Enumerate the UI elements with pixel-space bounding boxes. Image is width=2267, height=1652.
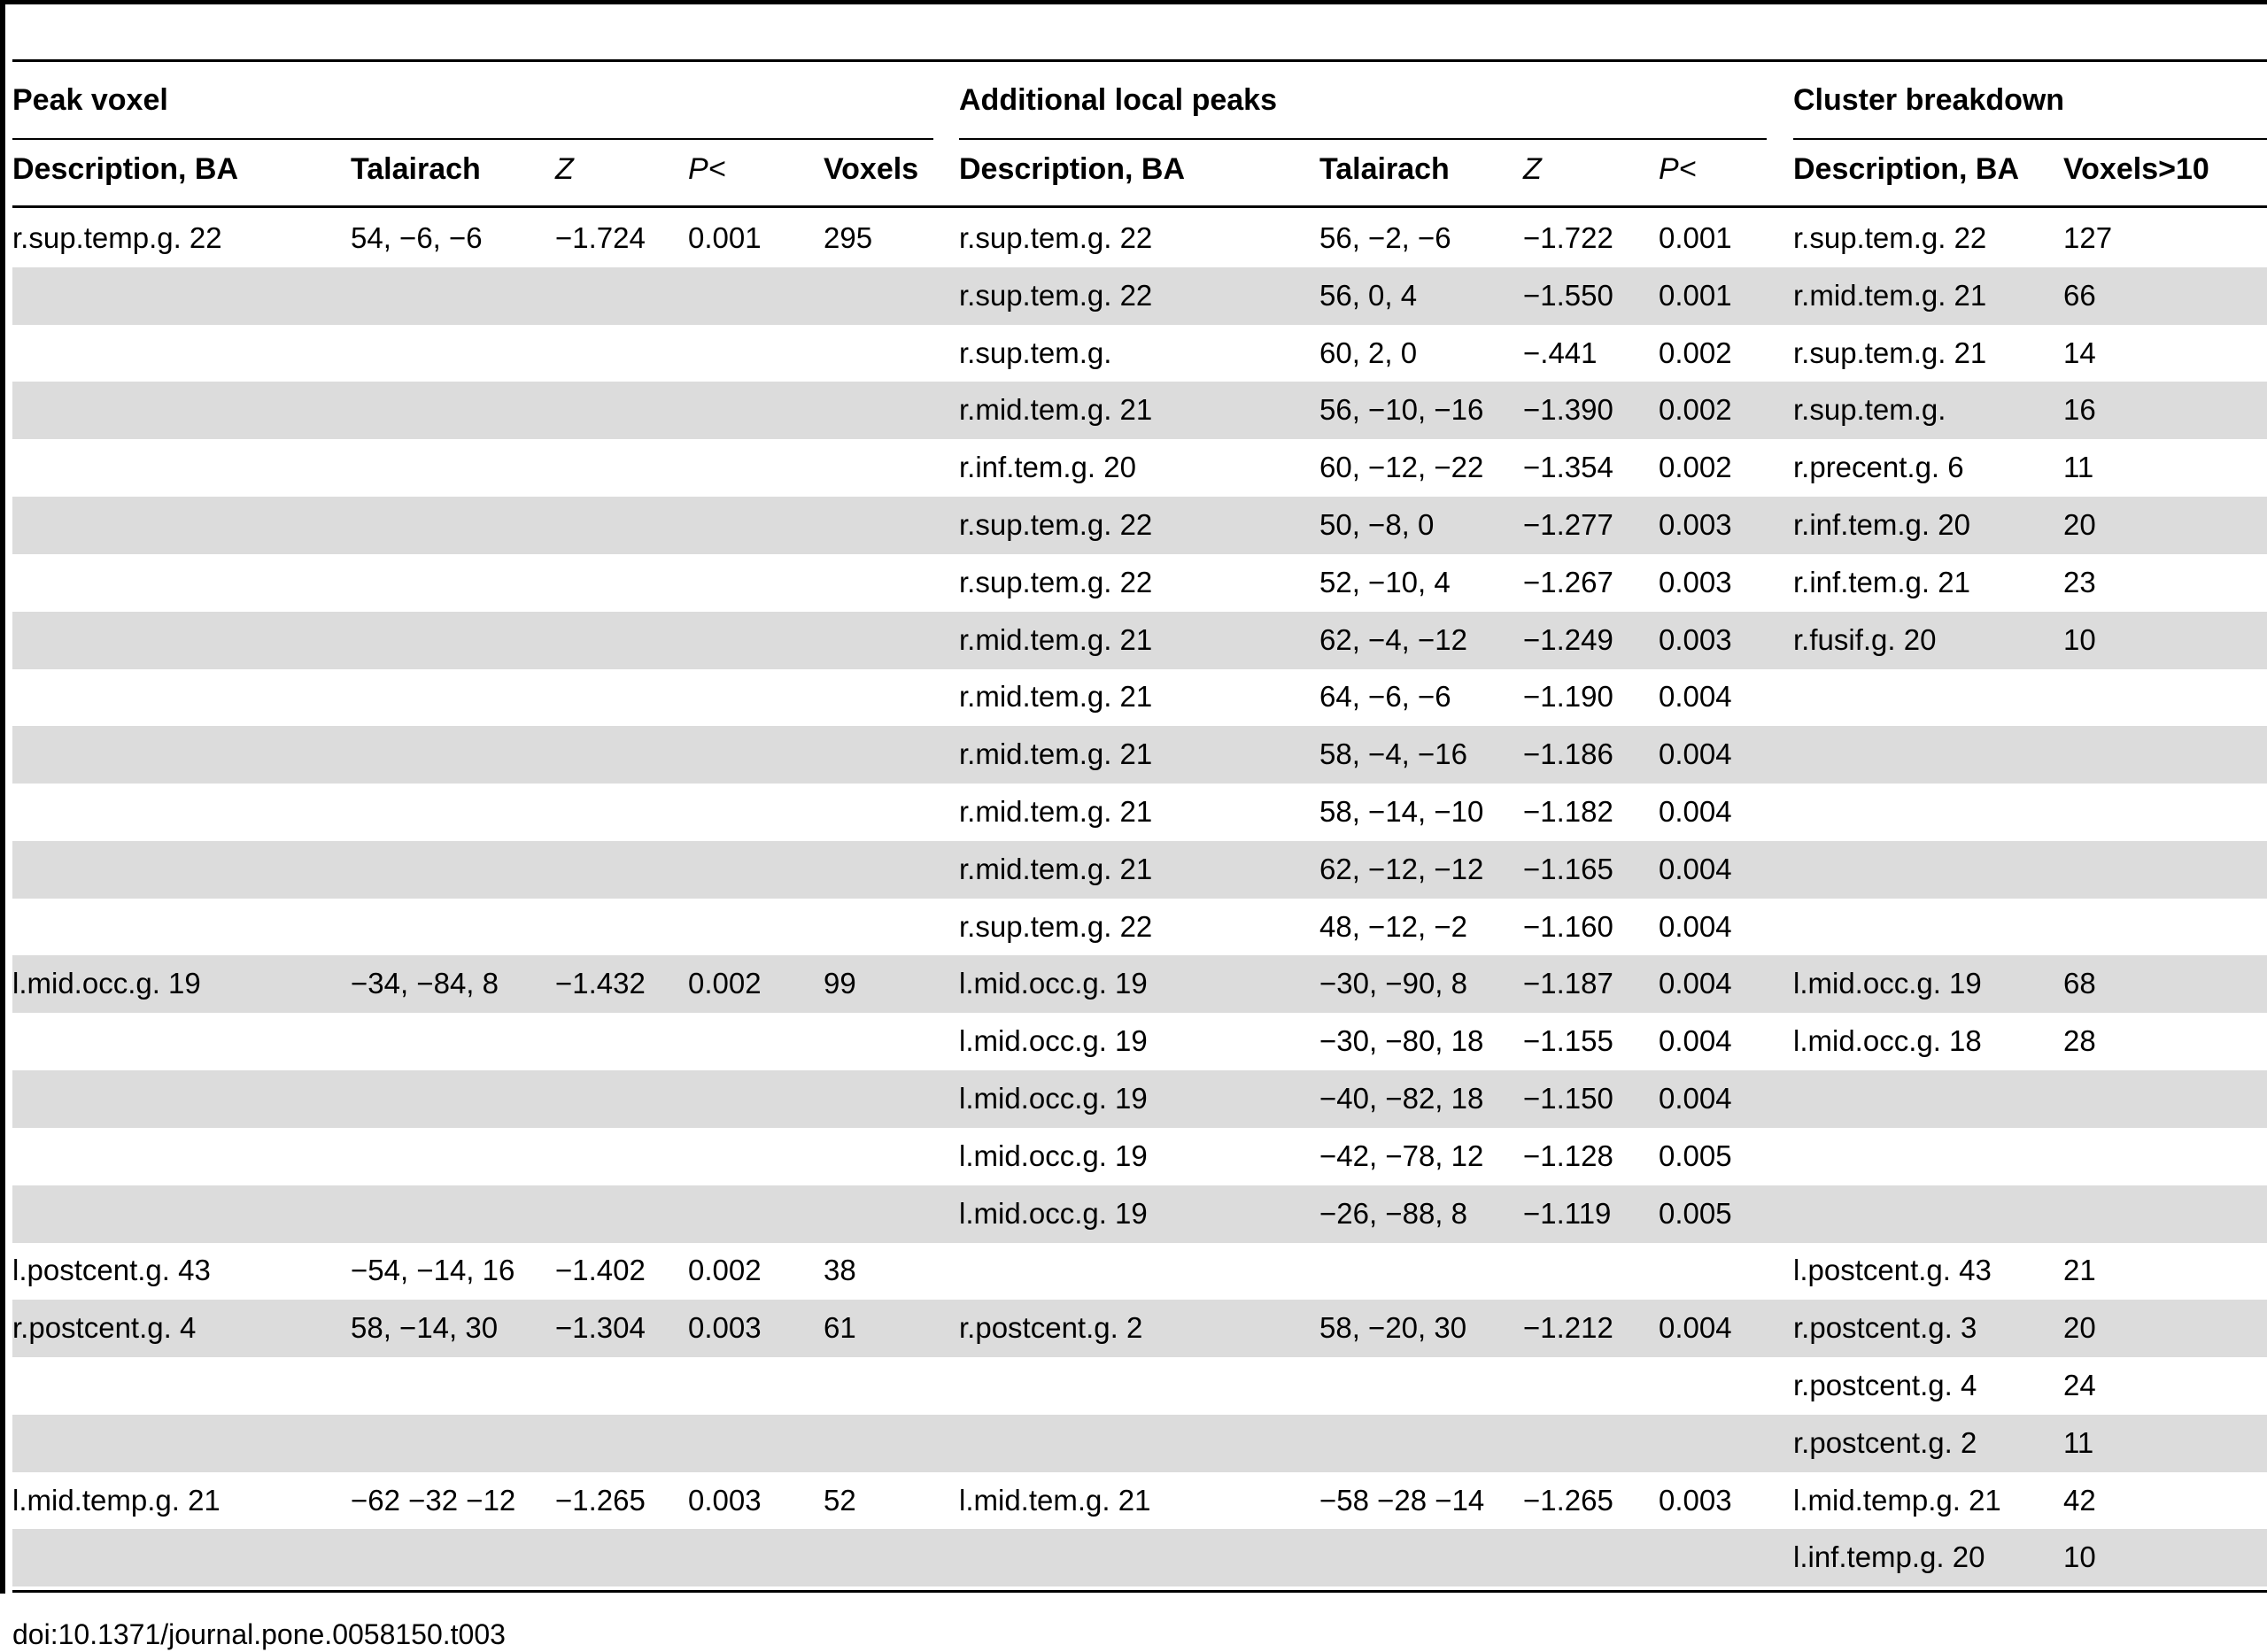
cell-cluster-description: r.postcent.g. 2 (1793, 1425, 1977, 1459)
cell-cluster-voxels: 28 (2063, 1024, 2096, 1058)
cell-peak-talairach: −54, −14, 16 (351, 1254, 515, 1287)
cell-peak-description: r.postcent.g. 4 (12, 1311, 197, 1345)
cell-local-z: −1.390 (1523, 393, 1613, 427)
cell-local-description: r.mid.tem.g. 21 (959, 737, 1153, 771)
cell-peak-voxels: 61 (824, 1311, 856, 1345)
cell-cluster-description: r.postcent.g. 4 (1793, 1369, 1977, 1401)
cell-local-talairach: −30, −90, 8 (1319, 967, 1467, 1000)
group-header-peak-voxel: Peak voxel (12, 83, 168, 117)
cell-peak-z: −1.402 (555, 1254, 646, 1287)
cell-local-description: r.mid.tem.g. 21 (959, 393, 1153, 427)
cell-local-z: −1.265 (1523, 1483, 1613, 1517)
cell-local-z: −1.186 (1523, 737, 1613, 771)
table-top-rule (12, 59, 2267, 62)
cell-peak-talairach: −62 −32 −12 (351, 1483, 516, 1517)
cell-local-description: r.mid.tem.g. 21 (959, 622, 1153, 656)
cell-cluster-voxels: 127 (2063, 221, 2113, 254)
cell-local-p: 0.003 (1659, 565, 1732, 598)
cell-local-description: l.mid.tem.g. 21 (959, 1483, 1151, 1517)
cell-cluster-voxels: 23 (2063, 565, 2096, 598)
col-header-local-z: Z (1523, 152, 1542, 186)
cell-local-p: 0.004 (1659, 967, 1732, 1000)
cell-local-description: l.mid.occ.g. 19 (959, 967, 1148, 1000)
cell-local-description: r.sup.tem.g. 22 (959, 565, 1153, 598)
cell-peak-talairach: 58, −14, 30 (351, 1311, 499, 1345)
col-header-cluster-description: Description, BA (1793, 152, 2020, 186)
cell-local-p: 0.004 (1659, 795, 1732, 828)
cell-local-talairach: 50, −8, 0 (1319, 508, 1435, 541)
group-header-cluster-breakdown: Cluster breakdown (1793, 83, 2065, 117)
cell-peak-description: l.postcent.g. 43 (12, 1254, 211, 1287)
cell-peak-p: 0.003 (688, 1483, 762, 1517)
cell-cluster-description: l.inf.temp.g. 20 (1793, 1540, 1985, 1574)
cell-local-talairach: 58, −20, 30 (1319, 1311, 1467, 1345)
cell-local-description: r.sup.tem.g. 22 (959, 278, 1153, 312)
cell-local-z: −1.187 (1523, 967, 1613, 1000)
col-header-peak-description: Description, BA (12, 152, 239, 186)
cell-local-description: r.sup.tem.g. 22 (959, 909, 1153, 943)
doi-caption: doi:10.1371/journal.pone.0058150.t003 (12, 1618, 506, 1650)
cell-cluster-voxels: 10 (2063, 622, 2096, 656)
cell-cluster-voxels: 42 (2063, 1483, 2096, 1517)
cell-local-talairach: −40, −82, 18 (1319, 1082, 1484, 1115)
cell-local-p: 0.003 (1659, 508, 1732, 541)
cell-cluster-description: r.sup.tem.g. 21 (1793, 336, 1987, 369)
col-header-peak-z: Z (555, 152, 574, 186)
cell-peak-p: 0.003 (688, 1311, 762, 1345)
cell-local-description: l.mid.occ.g. 19 (959, 1082, 1148, 1115)
cell-peak-z: −1.265 (555, 1483, 646, 1517)
cell-local-z: −1.128 (1523, 1139, 1613, 1172)
top-border (0, 0, 2267, 4)
cell-local-p: 0.004 (1659, 1082, 1732, 1115)
cell-local-p: 0.004 (1659, 852, 1732, 885)
cell-local-z: −1.119 (1523, 1196, 1612, 1230)
cell-local-z: −1.267 (1523, 565, 1613, 598)
cell-local-description: r.sup.tem.g. 22 (959, 508, 1153, 541)
cell-local-talairach: 60, −12, −22 (1319, 451, 1484, 484)
cell-local-talairach: 62, −12, −12 (1319, 852, 1484, 885)
cell-local-p: 0.001 (1659, 221, 1732, 254)
cell-cluster-description: r.sup.tem.g. 22 (1793, 221, 1987, 254)
cell-peak-voxels: 99 (824, 967, 856, 1000)
cell-local-z: −1.722 (1523, 221, 1613, 254)
cell-local-p: 0.002 (1659, 393, 1732, 427)
cell-local-z: −1.354 (1523, 451, 1613, 484)
group-rule-local (959, 138, 1767, 140)
cell-peak-z: −1.724 (555, 221, 646, 254)
cell-peak-voxels: 295 (824, 221, 873, 254)
cell-cluster-description: l.mid.occ.g. 18 (1793, 1024, 1982, 1058)
cell-local-p: 0.004 (1659, 909, 1732, 943)
cell-peak-voxels: 52 (824, 1483, 856, 1517)
cell-peak-p: 0.001 (688, 221, 762, 254)
left-border (0, 0, 5, 1594)
cell-local-talairach: −26, −88, 8 (1319, 1196, 1467, 1230)
cell-local-z: −1.249 (1523, 622, 1613, 656)
cell-local-z: −1.277 (1523, 508, 1613, 541)
cell-peak-talairach: 54, −6, −6 (351, 221, 483, 254)
header-bottom-rule (12, 205, 2267, 208)
col-header-local-p: P< (1659, 152, 1697, 186)
cell-local-description: r.mid.tem.g. 21 (959, 852, 1153, 885)
cell-peak-description: r.sup.temp.g. 22 (12, 221, 222, 254)
cell-local-p: 0.005 (1659, 1139, 1732, 1172)
cell-cluster-voxels: 68 (2063, 967, 2096, 1000)
cell-cluster-voxels: 20 (2063, 1311, 2096, 1345)
cell-local-talairach: 62, −4, −12 (1319, 622, 1467, 656)
cell-local-z: −1.212 (1523, 1311, 1613, 1345)
cell-local-description: r.postcent.g. 2 (959, 1311, 1143, 1345)
cell-peak-description: l.mid.temp.g. 21 (12, 1483, 221, 1517)
cell-local-p: 0.004 (1659, 737, 1732, 771)
cell-peak-description: l.mid.occ.g. 19 (12, 967, 201, 1000)
cell-local-talairach: 64, −6, −6 (1319, 680, 1451, 714)
cell-local-talairach: 56, −10, −16 (1319, 393, 1484, 427)
cell-cluster-voxels: 14 (2063, 336, 2096, 369)
cell-cluster-description: r.fusif.g. 20 (1793, 622, 1937, 656)
cell-local-description: r.mid.tem.g. 21 (959, 680, 1153, 714)
cell-cluster-description: l.mid.temp.g. 21 (1793, 1483, 2001, 1517)
group-header-additional-local-peaks: Additional local peaks (959, 83, 1277, 117)
col-header-peak-p: P< (688, 152, 726, 186)
cell-local-z: −1.182 (1523, 795, 1613, 828)
cell-local-p: 0.005 (1659, 1196, 1732, 1230)
cell-local-p: 0.003 (1659, 1483, 1732, 1517)
cell-local-description: r.mid.tem.g. 21 (959, 795, 1153, 828)
cell-local-talairach: 58, −4, −16 (1319, 737, 1467, 771)
cell-cluster-description: r.postcent.g. 3 (1793, 1311, 1977, 1345)
cell-local-z: −1.165 (1523, 852, 1613, 885)
cell-local-talairach: 60, 2, 0 (1319, 336, 1418, 369)
cell-cluster-voxels: 11 (2063, 1425, 2094, 1459)
cell-local-talairach: −30, −80, 18 (1319, 1024, 1484, 1058)
cell-peak-voxels: 38 (824, 1254, 856, 1287)
col-header-local-talairach: Talairach (1319, 152, 1450, 186)
cell-local-description: l.mid.occ.g. 19 (959, 1024, 1148, 1058)
cell-cluster-voxels: 66 (2063, 278, 2096, 312)
col-header-cluster-voxels: Voxels>10 (2063, 152, 2209, 186)
cell-peak-p: 0.002 (688, 1254, 762, 1287)
cell-peak-p: 0.002 (688, 967, 762, 1000)
col-header-peak-talairach: Talairach (351, 152, 481, 186)
cell-local-p: 0.003 (1659, 622, 1732, 656)
cell-cluster-voxels: 20 (2063, 508, 2096, 541)
cell-cluster-voxels: 11 (2063, 451, 2094, 484)
cell-cluster-voxels: 16 (2063, 393, 2096, 427)
cell-cluster-voxels: 10 (2063, 1540, 2096, 1574)
cell-cluster-voxels: 24 (2063, 1369, 2096, 1401)
cell-peak-z: −1.432 (555, 967, 646, 1000)
cell-local-p: 0.004 (1659, 680, 1732, 714)
col-header-local-description: Description, BA (959, 152, 1186, 186)
cell-local-talairach: 48, −12, −2 (1319, 909, 1467, 943)
group-rule-cluster (1793, 138, 2267, 140)
cell-local-talairach: 56, 0, 4 (1319, 278, 1418, 312)
cell-local-z: −1.190 (1523, 680, 1613, 714)
cell-local-z: −1.155 (1523, 1024, 1613, 1058)
cell-cluster-description: l.mid.occ.g. 19 (1793, 967, 1982, 1000)
cell-cluster-description: l.postcent.g. 43 (1793, 1254, 1992, 1287)
cell-local-p: 0.002 (1659, 451, 1732, 484)
cell-cluster-description: r.mid.tem.g. 21 (1793, 278, 1987, 312)
cell-local-p: 0.004 (1659, 1024, 1732, 1058)
cell-local-z: −.441 (1523, 336, 1598, 369)
col-header-peak-voxels: Voxels (824, 152, 919, 186)
cell-local-talairach: −58 −28 −14 (1319, 1483, 1485, 1517)
cell-local-talairach: 52, −10, 4 (1319, 565, 1451, 598)
cell-local-p: 0.001 (1659, 278, 1732, 312)
cell-local-z: −1.550 (1523, 278, 1613, 312)
cell-local-description: l.mid.occ.g. 19 (959, 1196, 1148, 1230)
cell-peak-z: −1.304 (555, 1311, 646, 1345)
cell-local-talairach: −42, −78, 12 (1319, 1139, 1484, 1172)
cell-cluster-description: r.inf.tem.g. 21 (1793, 565, 1970, 598)
cell-peak-talairach: −34, −84, 8 (351, 967, 499, 1000)
group-rule-peak (12, 138, 933, 140)
cell-cluster-description: r.precent.g. 6 (1793, 451, 1964, 484)
cell-cluster-voxels: 21 (2063, 1254, 2096, 1287)
cell-local-p: 0.004 (1659, 1311, 1732, 1345)
cell-local-p: 0.002 (1659, 336, 1732, 369)
cell-local-description: r.sup.tem.g. (959, 336, 1112, 369)
cell-cluster-description: r.inf.tem.g. 20 (1793, 508, 1970, 541)
cell-local-description: r.sup.tem.g. 22 (959, 221, 1153, 254)
table-bottom-rule (12, 1590, 2267, 1593)
cell-local-talairach: 56, −2, −6 (1319, 221, 1451, 254)
cell-cluster-description: r.sup.tem.g. (1793, 393, 1946, 427)
cell-local-z: −1.160 (1523, 909, 1613, 943)
cell-local-description: r.inf.tem.g. 20 (959, 451, 1136, 484)
cell-local-z: −1.150 (1523, 1082, 1613, 1115)
cell-local-description: l.mid.occ.g. 19 (959, 1139, 1148, 1172)
cell-local-talairach: 58, −14, −10 (1319, 795, 1484, 828)
